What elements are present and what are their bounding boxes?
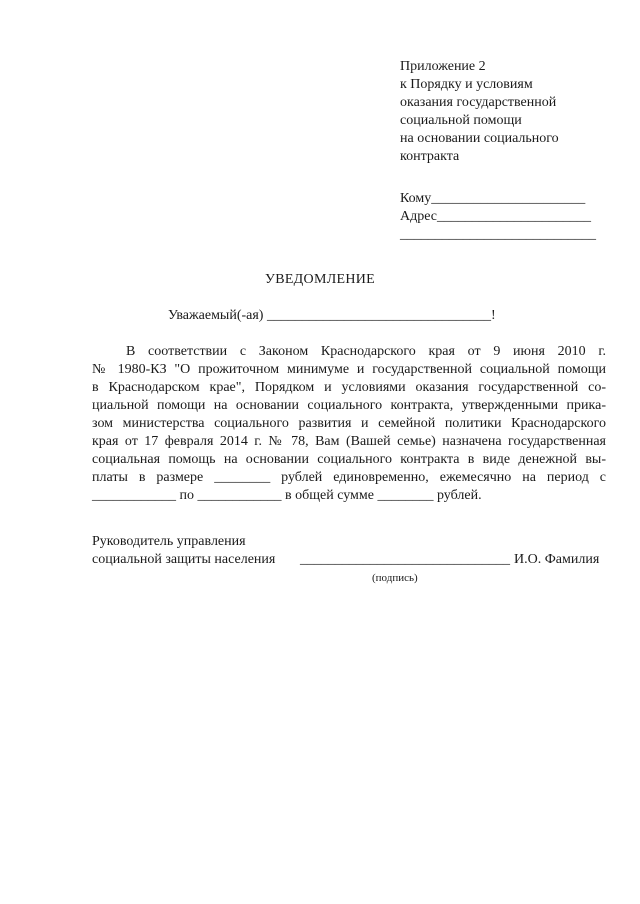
appendix-header <box>400 58 620 166</box>
signatory-name: И.О. Фамилия <box>514 552 600 567</box>
signature-line: ______________________________ <box>300 552 510 567</box>
signature-row <box>92 551 612 569</box>
body-line: циальной помощи на основании социального контракта, утвержденными прика- <box>92 398 606 413</box>
greeting: Уважаемый(-ая) ________________________________! <box>168 308 496 323</box>
appendix-line: контракта <box>400 149 460 164</box>
appendix-line: оказания государственной <box>400 95 557 110</box>
body-line: № 1980-КЗ "О прожиточном минимуме и государственной социальной помощи <box>92 362 606 377</box>
body-line: в Краснодарском крае", Порядком и условиями оказания государственной со- <box>92 380 606 395</box>
addressee-address: Адрес______________________ <box>400 209 592 224</box>
signatory-role-line1: Руководитель управления <box>92 534 246 549</box>
appendix-line: Приложение 2 <box>400 59 486 74</box>
body-line: платы в размере ________ рублей единовременно, ежемесячно на период с <box>92 470 606 485</box>
notice-body <box>92 343 606 505</box>
body-line: В соответствии с Законом Краснодарского края от 9 июня 2010 г. <box>126 344 606 359</box>
signature-block <box>92 533 612 584</box>
body-line: зом министерства социального развития и семейной политики Краснодарского <box>92 416 606 431</box>
appendix-line: к Порядку и условиям <box>400 77 533 92</box>
addressee-block <box>400 190 620 244</box>
document-title: УВЕДОМЛЕНИЕ <box>264 272 376 287</box>
body-line: социальная помощь на основании социального контракта в виде денежной вы- <box>92 452 606 467</box>
addressee-blank-line: ____________________________ <box>400 227 596 242</box>
signatory-role-line2: социальной защиты населения <box>92 552 276 567</box>
signature-caption: (подпись) <box>372 572 418 584</box>
appendix-line: на основании социального <box>400 131 559 146</box>
addressee-to: Кому______________________ <box>400 191 586 206</box>
body-line: края от 17 февраля 2014 г. № 78, Вам (Вашей семье) назначена государственная <box>92 434 606 449</box>
appendix-line: социальной помощи <box>400 113 522 128</box>
body-line: ____________ по ____________ в общей сумме ________ рублей. <box>92 488 482 503</box>
